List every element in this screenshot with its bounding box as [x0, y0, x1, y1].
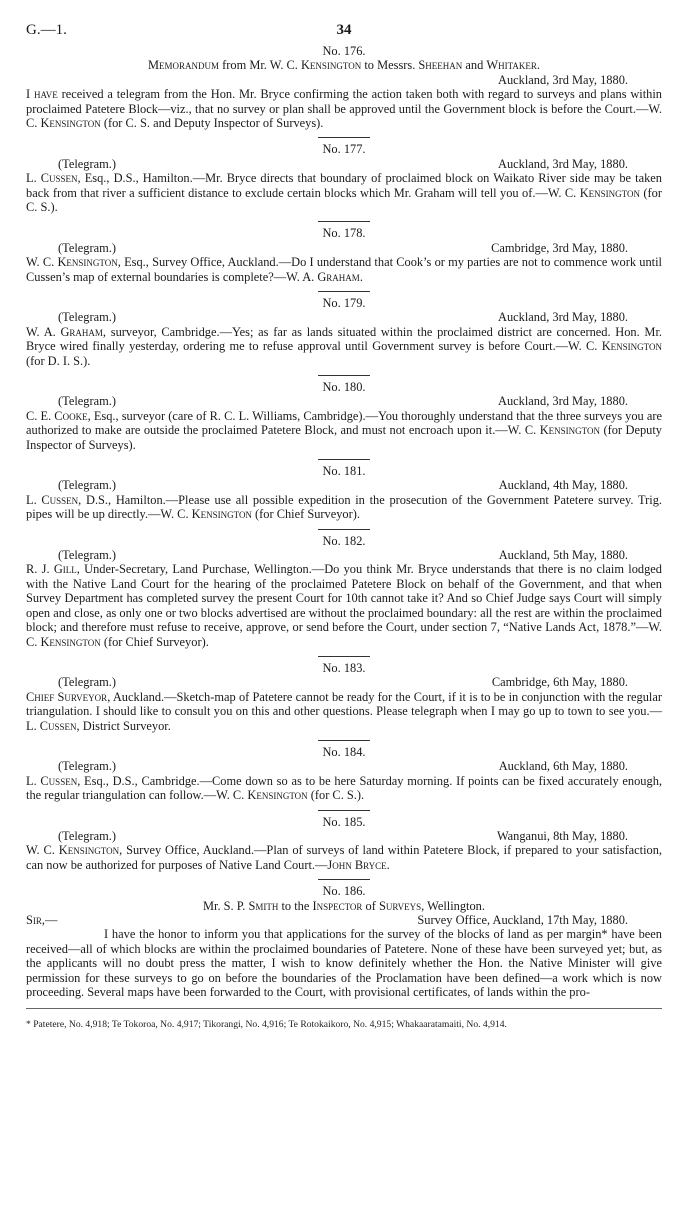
- place-date: Auckland, 3rd May, 1880.: [498, 156, 628, 171]
- memo-title: Memorandum from Mr. W. C. Kensington to Messrs. Sheehan and Whitaker.: [148, 58, 540, 73]
- place-date: Auckland, 3rd May, 1880.: [498, 310, 628, 325]
- memo-body: Chief Surveyor, Auckland.—Sketch-map of Patetere cannot be ready for the Court, if it is to be in conjunction with the regular triangulation. I should like to consult you on this and other questions. Please telegraph when I may go up to town to see you.—L. Cussen, District Surveyor.: [26, 689, 662, 733]
- memo-181: [26, 464, 662, 522]
- memo-number: No. 176.: [322, 44, 366, 58]
- footnote-rule: [26, 1008, 662, 1009]
- separator-rule: [318, 375, 370, 376]
- memo-number: No. 182.: [322, 533, 366, 548]
- telegram-label: (Telegram.): [58, 759, 116, 774]
- memo-179: [26, 296, 662, 368]
- memo-body: W. C. Kensington, Esq., Survey Office, Auckland.—Do I understand that Cook’s or my parties are not to commence work until Cussen’s map of external boundaries is complete?—W. A. Graham.: [26, 255, 662, 284]
- telegram-label: (Telegram.): [58, 310, 116, 325]
- memo-body: I have the honor to inform you that applications for the survey of the blocks of land as per margin* have been received—all of which blocks are within the proclaimed boundaries of Patetere. None of these have been surveyed yet; but, as the applicants will no doubt press the matter, I wish to know definitely whether the Hon. the Native Minister will give permission for these surveys to go on before the boundaries of the Proclamation have been defined—a work which is now proceeding. Several maps have been forwarded to the Court, with provisional certificates, of lands within the pro-: [26, 927, 662, 999]
- memo-number: No. 177.: [322, 142, 366, 157]
- telegram-label: (Telegram.): [58, 394, 116, 409]
- separator-rule: [318, 291, 370, 292]
- separator-rule: [318, 740, 370, 741]
- place-date: Auckland, 4th May, 1880.: [498, 478, 628, 493]
- place-date: Auckland, 6th May, 1880.: [498, 759, 628, 774]
- telegram-label: (Telegram.): [58, 156, 116, 171]
- place-date: Auckland, 3rd May, 1880.: [498, 394, 628, 409]
- separator-rule: [318, 656, 370, 657]
- separator-rule: [318, 810, 370, 811]
- memo-number: No. 183.: [322, 660, 366, 675]
- memo-body: I have received a telegram from the Hon. Mr. Bryce confirming the action taken both with regard to surveys and plans within proclaimed Patetere Block—viz., that no survey or plan shall be approved until the Government block is before the Court.—W. C. Kensington (for C. S. and Deputy Inspector of Surveys).: [26, 87, 663, 131]
- telegram-label: (Telegram.): [58, 675, 116, 690]
- footnote: * Patetere, No. 4,918; Te Tokoroa, No. 4,917; Tikorangi, No. 4,916; Te Rotokaikoro, No. 4,915; Whakaaratamaiti, No. 4,914.: [26, 1018, 507, 1030]
- memo-180: [26, 380, 662, 452]
- salutation: Sir,—: [26, 912, 58, 927]
- separator-rule: [318, 137, 370, 138]
- separator-rule: [318, 879, 370, 880]
- page-number: 34: [336, 22, 352, 38]
- telegram-label: (Telegram.): [58, 240, 116, 255]
- memo-body: C. E. Cooke, Esq., surveyor (care of R. C. L. Williams, Cambridge).—You thoroughly understand that the three surveys you are authorized to make are outside the proclaimed Patetere Block, and must not encroach upon it.—W. C. Kensington (for Deputy Inspector of Surveys).: [26, 408, 663, 452]
- memo-body: L. Cussen, Esq., D.S., Hamilton.—Mr. Bryce directs that boundary of proclaimed block on Waikato River side may be taken back from that river a sufficient distance to exclude certain blocks which Mr. Graham will tell you of.—W. C. Kensington (for C. S.).: [26, 171, 663, 215]
- memo-body: R. J. Gill, Under-Secretary, Land Purchase, Wellington.—Do you think Mr. Bryce understands that there is no claim lodged with the Native Land Court for the hearing of the proclaimed Patetere Block on behalf of the Government, and that when Survey Department has completed survey the present Court for 10th cannot take it? And so Chief Judge says Court will simply open and close, as only one or two blocks advertised are without the proclaimed boundary: all the rest are within the proclaimed block; and therefore must refuse to receive, approve, or send before the Court, under section 7, “Native Lands Act, 1878.”—W. C. Kensington (for Chief Surveyor).: [26, 562, 662, 649]
- separator-rule: [318, 221, 370, 222]
- memo-177: [26, 142, 662, 214]
- memo-number: No. 181.: [322, 464, 366, 479]
- page-header: [26, 22, 662, 44]
- place-date: Cambridge, 3rd May, 1880.: [491, 240, 628, 255]
- separator-rule: [318, 529, 370, 530]
- telegram-label: (Telegram.): [58, 548, 116, 563]
- document-reference: G.—1.: [26, 22, 67, 38]
- telegram-label: (Telegram.): [58, 478, 116, 493]
- memo-number: No. 184.: [322, 744, 366, 759]
- memo-178: [26, 226, 662, 284]
- document-page: [26, 22, 662, 1040]
- place-date: Cambridge, 6th May, 1880.: [491, 675, 628, 690]
- memo-number: No. 185.: [322, 814, 366, 829]
- memo-185: [26, 815, 662, 873]
- separator-rule: [318, 459, 370, 460]
- memo-body: L. Cussen, Esq., D.S., Cambridge.—Come down so as to be here Saturday morning. If points can be fixed accurately enough, the regular triangulation can follow.—W. C. Kensington (for C. S.).: [26, 773, 662, 803]
- memo-number: No. 179.: [322, 296, 366, 311]
- place-date: Auckland, 5th May, 1880.: [498, 548, 628, 563]
- place-date: Wanganui, 8th May, 1880.: [496, 828, 628, 843]
- memo-body: W. A. Graham, surveyor, Cambridge.—Yes; as far as lands situated within the proclaimed district are concerned. Hon. Mr. Bryce wired finally yesterday, ordering me to refuse approval until Government survey is before Court.—W. C. Kensington (for D. I. S.).: [26, 324, 662, 368]
- memo-title: Mr. S. P. Smith to the Inspector of Surveys, Wellington.: [203, 898, 485, 913]
- memo-number: No. 186.: [322, 884, 366, 899]
- telegram-label: (Telegram.): [58, 828, 116, 843]
- memo-body: L. Cussen, D.S., Hamilton.—Please use all possible expedition in the prosecution of the Government Patetere survey. Trig. pipes will be up directly.—W. C. Kensington (for Chief Surveyor).: [26, 492, 662, 522]
- memo-182: [26, 534, 662, 649]
- memo-183: [26, 661, 662, 733]
- place-date: Survey Office, Auckland, 17th May, 1880.: [417, 912, 628, 927]
- memo-184: [26, 745, 662, 803]
- memo-176: [26, 44, 662, 130]
- memo-body: W. C. Kensington, Survey Office, Auckland.—Plan of surveys of land within Patetere Block, if prepared to your satisfaction, can now be authorized for purposes of Native Land Court.—John Bryce.: [26, 843, 662, 872]
- memo-number: No. 180.: [322, 380, 366, 395]
- memo-number: No. 178.: [322, 226, 366, 241]
- memo-186: [26, 884, 662, 999]
- place-date: Auckland, 3rd May, 1880.: [498, 72, 628, 87]
